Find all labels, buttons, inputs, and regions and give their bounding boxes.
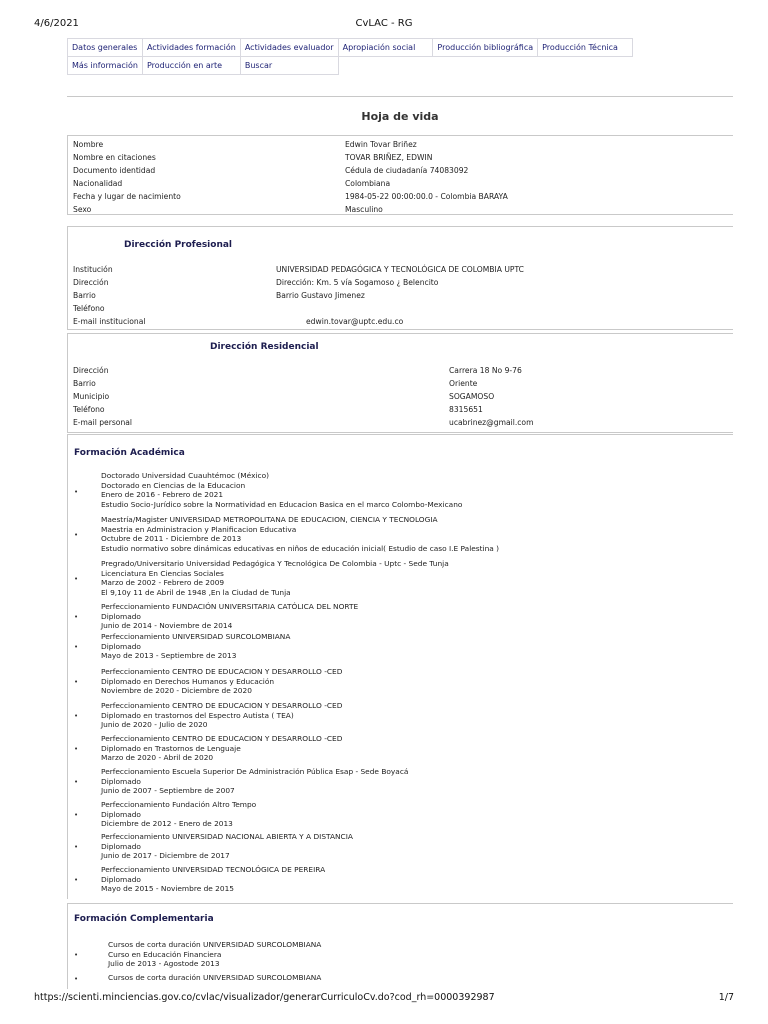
academic-entry (101, 667, 342, 696)
bullet-icon: • (74, 778, 79, 786)
entry-institution: Pregrado/Universitario Universidad Pedagógica Y Tecnológica De Colombia - Uptc - Sede Tunja (101, 559, 449, 568)
entry-dates: Mayo de 2015 - Noviembre de 2015 (101, 884, 234, 894)
complementary-entry (108, 940, 321, 969)
entry-institution: Perfeccionamiento FUNDACIÓN UNIVERSITARIA CATÓLICA DEL NORTE (101, 602, 359, 611)
entry-institution: Cursos de corta duración UNIVERSIDAD SURCOLOMBIANA (108, 940, 322, 949)
field-label: Institución (73, 265, 113, 274)
academic-entry (101, 701, 342, 730)
nav-produccion-bibliografica[interactable]: Producción bibliográfica (433, 39, 538, 57)
field-label: Barrio (73, 291, 96, 300)
field-label: Teléfono (73, 304, 105, 313)
nav-actividades-evaluador[interactable]: Actividades evaluador (240, 39, 338, 57)
page-number: 1/7 (718, 992, 734, 1003)
academic-entry (101, 632, 290, 661)
entry-dates: Diciembre de 2012 - Enero de 2013 (101, 819, 233, 829)
academic-entry (101, 471, 462, 509)
academic-entry (101, 602, 358, 631)
print-footer (34, 992, 734, 1006)
page-title: Hoja de vida (361, 110, 439, 123)
field-label: Barrio (73, 379, 96, 388)
bullet-icon: • (74, 678, 79, 686)
entry-degree: Diplomado (101, 841, 141, 851)
field-label: Dirección (73, 278, 109, 287)
entry-dates: Junio de 2017 - Diciembre de 2017 (101, 851, 230, 861)
bullet-icon: • (74, 712, 79, 720)
bullet-icon: • (74, 643, 79, 651)
entry-dates: Marzo de 2020 - Abril de 2020 (101, 753, 214, 763)
bullet-icon: • (74, 876, 79, 884)
section-heading: Formación Académica (74, 448, 185, 458)
academic-entry (101, 832, 353, 861)
academic-entry (101, 767, 408, 796)
entry-institution: Maestría/Magister UNIVERSIDAD METROPOLITANA DE EDUCACION, CIENCIA Y TECNOLOGIA (101, 515, 438, 524)
entry-thesis: Estudio normativo sobre dinámicas educativas en niños de educación inicial( Estudio de caso I.E Palestina ) (101, 543, 500, 553)
nav-buscar[interactable]: Buscar (240, 57, 338, 75)
field-label: E-mail personal (73, 418, 133, 427)
nav-produccion-tecnica[interactable]: Producción Técnica (538, 39, 633, 57)
nav-actividades-formacion[interactable]: Actividades formación (142, 39, 240, 57)
personal-value: Colombiana (345, 179, 391, 188)
personal-value: Edwin Tovar Briñez (345, 140, 417, 149)
email-institucional[interactable]: edwin.tovar@uptc.edu.co (306, 317, 404, 326)
entry-degree: Maestria en Administracion y Planificacion Educativa (101, 524, 297, 534)
nav-apropiacion-social[interactable]: Apropiación social (338, 39, 433, 57)
academic-entry (101, 800, 256, 829)
print-header (34, 18, 734, 32)
entry-institution: Perfeccionamiento UNIVERSIDAD NACIONAL ABIERTA Y A DISTANCIA (101, 832, 353, 841)
entry-degree: Diplomado (101, 776, 141, 786)
complementary-entry (108, 973, 321, 983)
entry-institution: Perfeccionamiento CENTRO DE EDUCACION Y DESARROLLO -CED (101, 701, 343, 710)
profile-nav (67, 38, 633, 75)
bullet-icon: • (74, 975, 79, 983)
entry-thesis: Estudio Socio-Jurídico sobre la Normatividad en Educacion Basica en el marco Colombo-Mexicano (101, 499, 463, 509)
section-heading: Formación Complementaria (74, 914, 214, 924)
personal-value: TOVAR BRIÑEZ, EDWIN (345, 153, 433, 162)
entry-thesis: El 9,10y 11 de Abril de 1948 ,En la Ciudad de Tunja (101, 587, 291, 597)
entry-institution: Perfeccionamiento CENTRO DE EDUCACION Y DESARROLLO -CED (101, 667, 343, 676)
entry-degree: Diplomado (101, 874, 141, 884)
entry-course: Curso en Educación Financiera (108, 949, 222, 959)
entry-dates: Mayo de 2013 - Septiembre de 2013 (101, 651, 237, 661)
field-value: SOGAMOSO (449, 392, 495, 401)
nav-datos-generales[interactable]: Datos generales (68, 39, 143, 57)
bullet-icon: • (74, 811, 79, 819)
entry-institution: Perfeccionamiento UNIVERSIDAD SURCOLOMBIANA (101, 632, 291, 641)
entry-institution: Perfeccionamiento CENTRO DE EDUCACION Y DESARROLLO -CED (101, 734, 343, 743)
section-heading: Dirección Residencial (210, 342, 319, 352)
entry-dates: Junio de 2014 - Noviembre de 2014 (101, 621, 233, 631)
personal-value: Cédula de ciudadanía 74083092 (345, 166, 469, 175)
field-label: Municipio (73, 392, 110, 401)
bullet-icon: • (74, 843, 79, 851)
field-value: Oriente (449, 379, 478, 388)
print-url: https://scienti.minciencias.gov.co/cvlac/visualizador/generarCurriculoCv.do?cod_rh=0000392987 (34, 992, 495, 1003)
field-label: Dirección (73, 366, 109, 375)
entry-dates: Junio de 2020 - Julio de 2020 (101, 720, 208, 730)
personal-label: Nacionalidad (73, 179, 123, 188)
print-title: CvLAC - RG (355, 18, 413, 29)
direccion-residencial-section (67, 333, 733, 433)
academic-entry (101, 865, 325, 894)
field-label: Teléfono (73, 405, 105, 414)
personal-label: Sexo (73, 205, 92, 214)
entry-degree: Licenciatura En Ciencias Sociales (101, 568, 224, 578)
entry-dates: Noviembre de 2020 - Diciembre de 2020 (101, 686, 252, 696)
email-personal[interactable]: ucabrinez@gmail.com (449, 418, 534, 427)
direccion-profesional-section (67, 226, 733, 330)
entry-degree: Diplomado (101, 809, 141, 819)
print-date: 4/6/2021 (34, 18, 79, 29)
entry-institution: Perfeccionamiento Fundación Altro Tempo (101, 800, 257, 809)
personal-value: 1984-05-22 00:00:00.0 - Colombia BARAYA (345, 192, 508, 201)
divider (67, 96, 733, 97)
entry-dates: Junio de 2007 - Septiembre de 2007 (101, 786, 235, 796)
entry-dates: Octubre de 2011 - Diciembre de 2013 (101, 534, 242, 544)
personal-label: Nombre en citaciones (73, 153, 156, 162)
personal-label: Documento identidad (73, 166, 156, 175)
bullet-icon: • (74, 613, 79, 621)
bullet-icon: • (74, 745, 79, 753)
academic-entry (101, 734, 342, 763)
personal-value: Masculino (345, 205, 383, 214)
field-value: 8315651 (449, 405, 483, 414)
entry-institution: Cursos de corta duración UNIVERSIDAD SURCOLOMBIANA (108, 973, 322, 982)
entry-degree: Diplomado en trastornos del Espectro Autista ( TEA) (101, 710, 294, 720)
section-heading: Dirección Profesional (124, 240, 233, 250)
entry-institution: Perfeccionamiento UNIVERSIDAD TECNOLÓGICA DE PEREIRA (101, 865, 326, 874)
entry-institution: Perfeccionamiento Escuela Superior De Administración Pública Esap - Sede Boyacá (101, 767, 409, 776)
bullet-icon: • (74, 531, 79, 539)
entry-dates: Julio de 2013 - Agostode 2013 (108, 959, 220, 969)
nav-produccion-en-arte[interactable]: Producción en arte (142, 57, 240, 75)
field-value: Carrera 18 No 9-76 (449, 366, 522, 375)
field-label: E-mail institucional (73, 317, 146, 326)
entry-degree: Diplomado en Trastornos de Lenguaje (101, 743, 241, 753)
academic-entry (101, 515, 499, 553)
entry-degree: Diplomado en Derechos Humanos y Educación (101, 676, 275, 686)
field-value: UNIVERSIDAD PEDAGÓGICA Y TECNOLÓGICA DE COLOMBIA UPTC (276, 265, 524, 274)
personal-label: Fecha y lugar de nacimiento (73, 192, 181, 201)
academic-entry (101, 559, 449, 597)
field-value: Barrio Gustavo Jimenez (276, 291, 365, 300)
bullet-icon: • (74, 488, 79, 496)
field-value: Dirección: Km. 5 vía Sogamoso ¿ Belencito (276, 278, 439, 287)
entry-dates: Marzo de 2002 - Febrero de 2009 (101, 578, 225, 588)
bullet-icon: • (74, 575, 79, 583)
entry-dates: Enero de 2016 - Febrero de 2021 (101, 490, 224, 500)
entry-degree: Diplomado (101, 611, 141, 621)
nav-mas-informacion[interactable]: Más información (68, 57, 143, 75)
personal-label: Nombre (73, 140, 104, 149)
entry-degree: Diplomado (101, 641, 141, 651)
bullet-icon: • (74, 951, 79, 959)
personal-data-table (67, 135, 733, 215)
entry-degree: Doctorado en Ciencias de la Educacion (101, 480, 246, 490)
entry-institution: Doctorado Universidad Cuauhtémoc (México) (101, 471, 269, 480)
